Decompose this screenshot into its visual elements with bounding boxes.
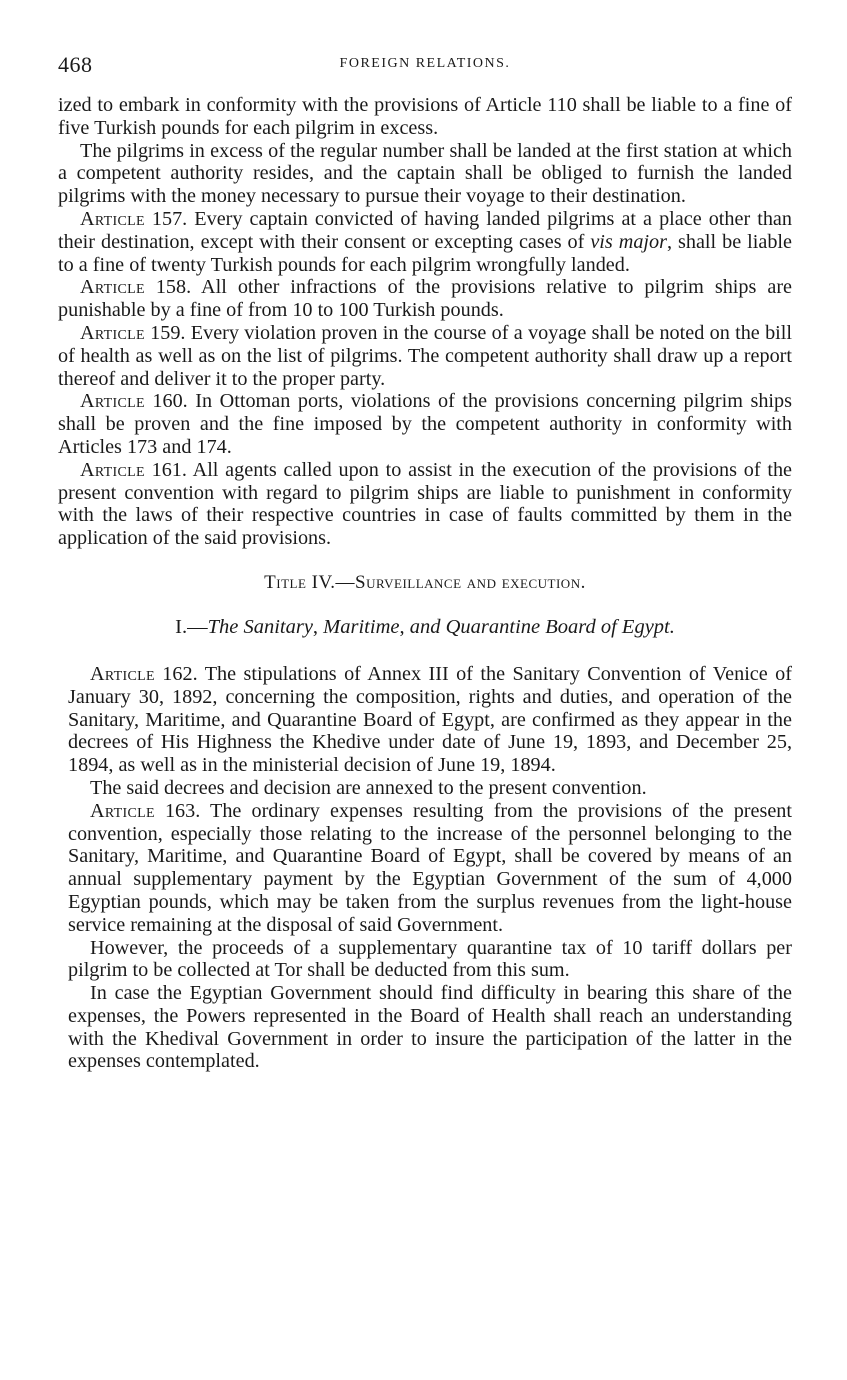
body-section-2	[58, 663, 792, 1073]
body-section-1	[58, 94, 792, 550]
article-158: Article 158. All other infractions of the provisions relative to pilgrim ships are punishable by a fine of from 10 to 100 Turkish pounds.	[58, 276, 792, 322]
title-heading: Title IV.—Surveillance and execution.	[264, 571, 586, 593]
paragraph: The pilgrims in excess of the regular number shall be landed at the first station at which a competent authority resides, and the captain shall be obliged to furnish the landed pilgrims with the money necessary to pursue their voyage to their destination.	[58, 139, 792, 208]
running-title: FOREIGN RELATIONS.	[339, 56, 511, 71]
article-label: Article	[80, 390, 145, 413]
subheading: I.—The Sanitary, Maritime, and Quarantine Board of Egypt.	[175, 615, 675, 638]
paragraph: The said decrees and decision are annexed to the present convention.	[90, 776, 647, 799]
paragraph: However, the proceeds of a supplementary quarantine tax of 10 tariff dollars per pilgrim to be collected at Tor shall be deducted from this sum.	[68, 936, 792, 982]
article-label: Article	[80, 207, 145, 230]
running-head	[58, 52, 792, 86]
article-label: Article	[80, 276, 145, 299]
article-162: Article 162. The stipulations of Annex III of the Sanitary Convention of Venice of January 30, 1892, concerning the composition, rights and duties, and operation of the Sanitary, Maritime, and Quarantine Board of Egypt, are confirmed as they appear in the decrees of His Highness the Khedive under date of June 19, 1893, and December 25, 1894, as well as in the ministerial decision of June 19, 1894.	[68, 662, 792, 777]
paragraph: In case the Egyptian Government should find difficulty in bearing this share of the expenses, the Powers represented in the Board of Health shall reach an understanding with the Khedival Government in order to insure the participation of the latter in the expenses contemplated.	[68, 982, 792, 1073]
paragraph: ized to embark in conformity with the provisions of Article 110 shall be liable to a fine of five Turkish pounds for each pilgrim in excess.	[58, 94, 792, 139]
page-number: 468	[58, 52, 93, 77]
article-157: Article 157. Every captain convicted of having landed pilgrims at a place other than their destination, except with their consent or excepting cases of vis major, shall be liable to a fine of twenty Turkish pounds for each pilgrim wrongfully landed.	[58, 207, 792, 276]
italic-phrase: vis major	[590, 230, 667, 253]
article-label: Article	[90, 662, 155, 685]
article-label: Article	[80, 458, 145, 481]
article-160: Article 160. In Ottoman ports, violations of the provisions concerning pilgrim ships shall be proven and the fine imposed by the competent authority in conformity with Articles 173 and 174.	[58, 390, 792, 458]
article-159: Article 159. Every violation proven in the course of a voyage shall be noted on the bill of health as well as on the list of pilgrims. The competent authority shall draw up a report thereof and deliver it to the proper party.	[58, 321, 792, 390]
article-label: Article	[90, 799, 155, 822]
article-161: Article 161. All agents called upon to assist in the execution of the provisions of the present convention with regard to pilgrim ships are liable to punishment in conformity with the laws of their respective countries in case of faults committed by them in the application of the said provisions.	[58, 458, 792, 550]
article-label: Article	[80, 321, 145, 344]
document-page	[58, 52, 792, 1073]
article-163: Article 163. The ordinary expenses resulting from the provisions of the present convention, especially those relating to the increase of the personnel belonging to the Sanitary, Maritime, and Quarantine Board of Egypt, shall be covered by means of an annual supplementary payment by the Egyptian Government of the sum of 4,000 Egyptian pounds, which may be taken from the surplus revenues from the light-house service remaining at the disposal of said Government.	[68, 799, 792, 936]
